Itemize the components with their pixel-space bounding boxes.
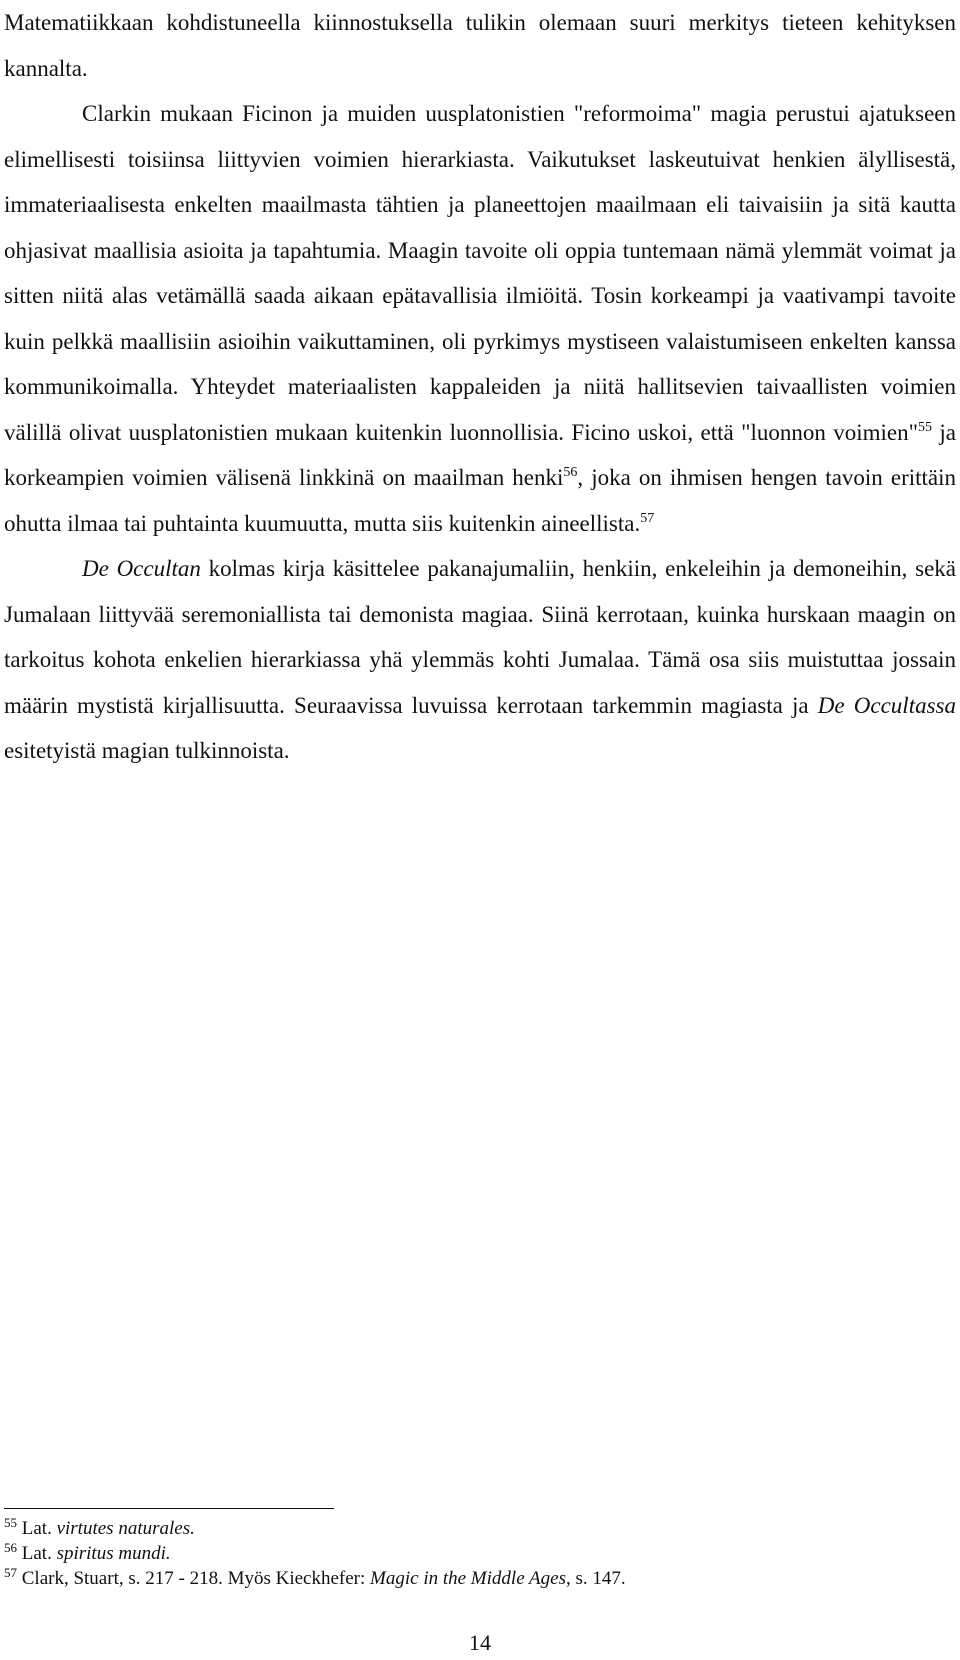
paragraph-3-text-a: kolmas kirja käsittelee pakanajumaliin, henkiin, enkeleihin ja demoneihin, sekä Jumalaan liittyvää seremoniallista tai demonista magiaa. Siinä kerrotaan, kuinka hurskaan maagin on tarkoitus kohota enkelien hierarkiassa yhä ylemmäs kohti Jumalaa. Tämä osa siis muistuttaa jossain määrin mystistä kirjallisuutta. Seuraavissa luvuissa kerrotaan tarkemmin magiasta ja [4, 556, 956, 718]
paragraph-2-text-b: ja korkeampien voimien välisenä linkkinä on maailman henki [4, 419, 956, 490]
paragraph-1: Matematiikkaan kohdistuneella kiinnostuksella tulikin olemaan suuri merkitys tieteen kehityksen kannalta. [4, 10, 956, 81]
footnote-55 [4, 1516, 944, 1541]
footnote-text: Clark, Stuart, s. 217 - 218. Myös Kieckhefer: [21, 1568, 371, 1589]
paragraph-2-text-a: Clarkin mukaan Ficinon ja muiden uusplatonistien "reformoima" magia perustui ajatukseen elimellisesti toisiinsa liittyvien voimien hierarkiasta. Vaikutukset laskeutuivat henkien älyllisestä, immateriaalisesta enkelten maailmasta tähtien ja planeettojen maailmaan eli taivaisiin ja sitä kautta ohjasivat maallisia asioita ja tapahtumia. Maagin tavoite oli oppia tuntemaan nämä ylemmät voimat ja sitten niitä alas vetämällä saada aikaan epätavallisia ilmiöitä. Tosin korkeampi ja vaativampi tavoite kuin pelkkä maallisiin asioihin vaikuttaminen, oli pyrkimys mystiseen valaistumiseen enkelten kanssa kommunikoimalla. Yhteydet materiaalisten kappaleiden ja niitä hallitsevien taivaallisten voimien välillä olivat uusplatonistien mukaan kuitenkin luonnollisia. Ficino uskoi, että "luonnon voimien" [4, 101, 956, 445]
footnote-56 [4, 1541, 944, 1566]
footnote-ref-56: 56 [563, 465, 578, 480]
footnote-number: 56 [4, 1540, 17, 1555]
paragraph-3 [4, 546, 956, 774]
book-title-de-occultassa: De Occultassa [817, 692, 956, 718]
paragraph-2-text-c: , joka on ihmisen hengen tavoin erittäin ohutta ilmaa tai puhtainta kuumuutta, mutta siis kuitenkin aineellista. [4, 465, 956, 536]
footnote-italic: spiritus mundi. [56, 1543, 171, 1564]
footnotes [4, 1516, 944, 1591]
footnote-text: Lat. [21, 1543, 57, 1564]
footnote-separator [4, 1508, 334, 1509]
footnote-italic: virtutes naturales. [56, 1518, 195, 1539]
footnote-text: Lat. [21, 1518, 57, 1539]
paragraph-3-text-b: esitetyistä magian tulkinnoista. [4, 738, 290, 763]
footnote-57 [4, 1566, 944, 1591]
footnote-italic: Magic in the Middle Ages [370, 1568, 566, 1589]
paragraph-2 [4, 91, 956, 546]
footnote-suffix: , s. 147. [565, 1568, 626, 1589]
footnote-ref-55: 55 [918, 419, 933, 435]
footnote-number: 57 [4, 1565, 17, 1580]
body-text [4, 0, 956, 774]
page-number: 14 [469, 1630, 491, 1655]
book-title-de-occultan: De Occultan [82, 556, 201, 581]
footnote-number: 55 [4, 1515, 17, 1530]
footnote-ref-57: 57 [640, 510, 655, 526]
